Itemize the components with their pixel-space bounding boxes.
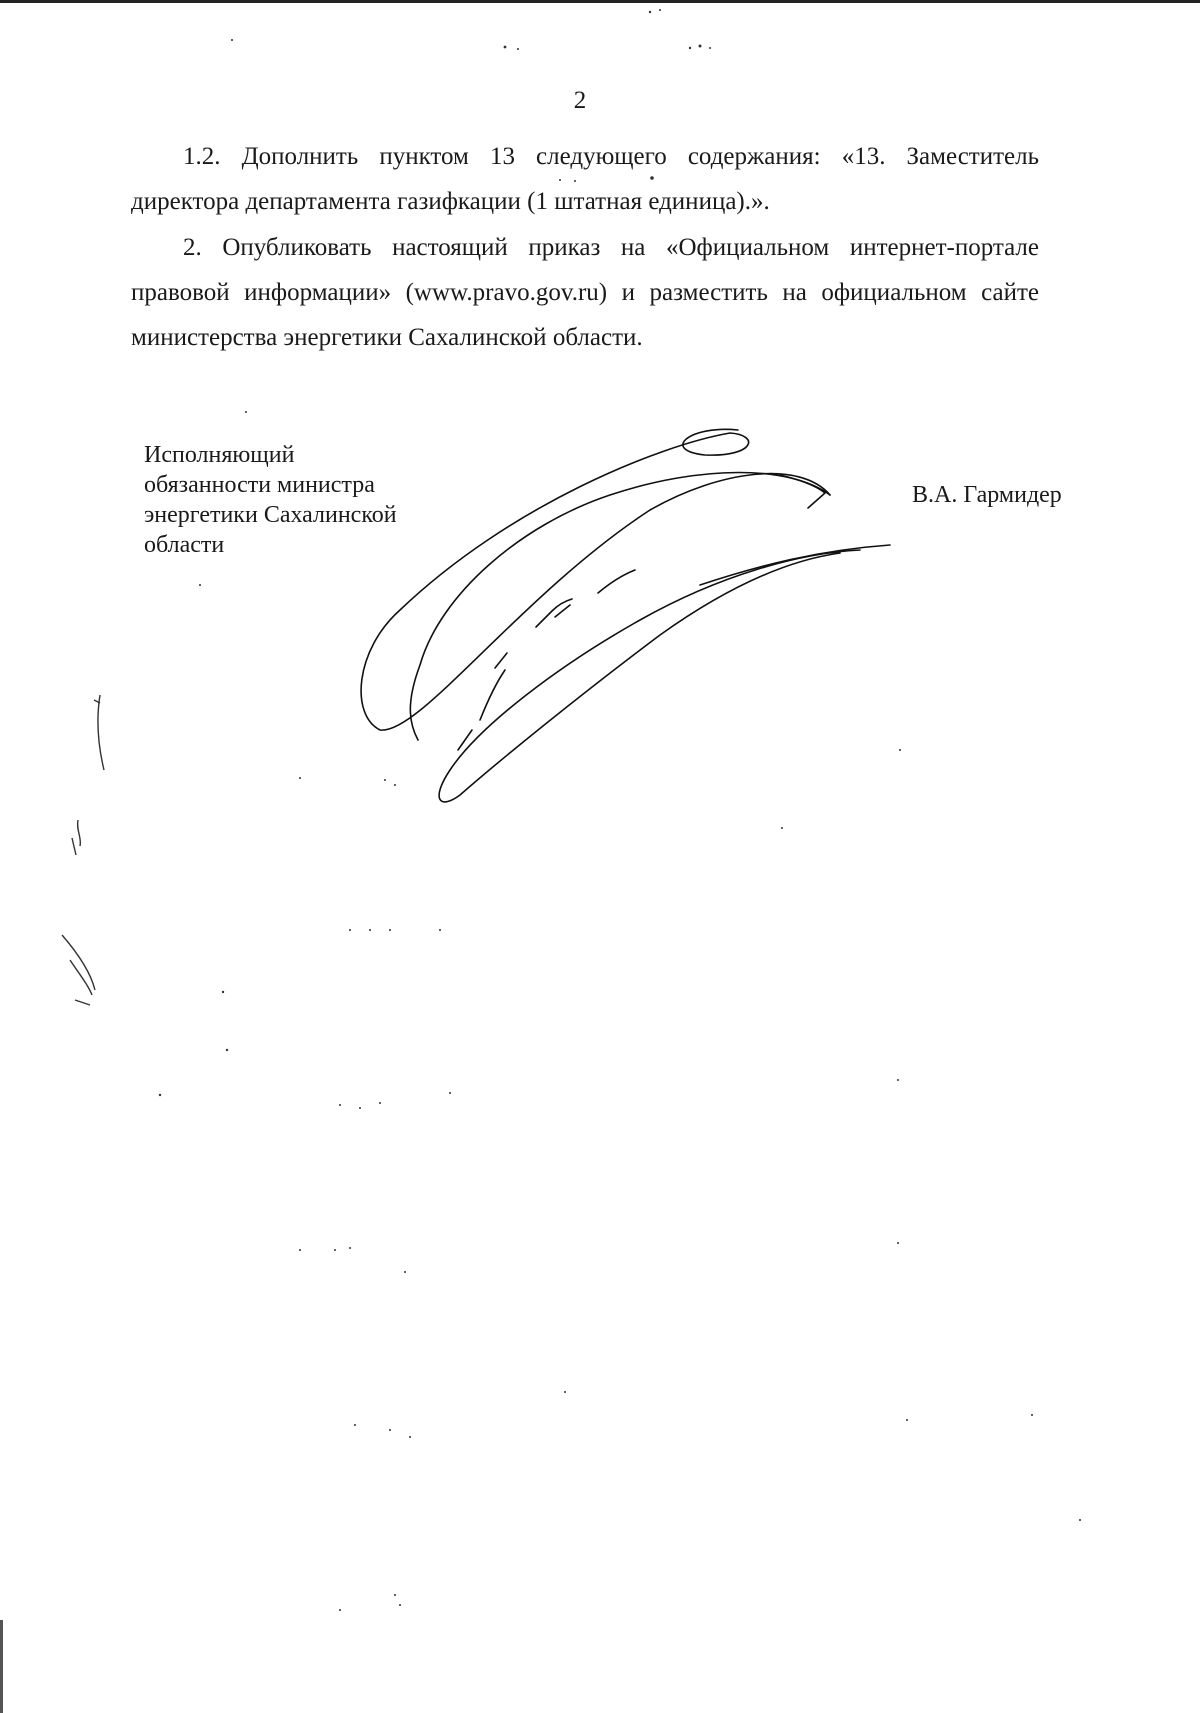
page-number: 2 [573,87,587,114]
handwritten-signature [360,425,970,820]
scan-top-edge [0,0,1200,3]
paragraph-text: 2. Опубликовать настоящий приказ на «Официальном интернет-портале правовой информации» (www.pravo.gov.ru) и разместить на официальном сайте министерства энергетики Сахалинской области. [131,234,1039,351]
signer-title-line: Исполняющий [144,442,295,468]
paragraph-2 [131,225,1039,360]
paragraph-text: 1.2. Дополнить пунктом 13 следующего содержания: «13. Заместитель директора департамента газифкации (1 штатная единица).». [131,143,1039,215]
signer-name: В.А. Гармидер [912,482,1062,508]
signer-title-line: обязанности министра [144,472,375,498]
signer-title-line: области [144,532,225,558]
scan-left-edge [0,1620,3,1713]
signer-title-line: энергетики Сахалинской [144,502,397,528]
paragraph-1-2 [131,134,1039,224]
